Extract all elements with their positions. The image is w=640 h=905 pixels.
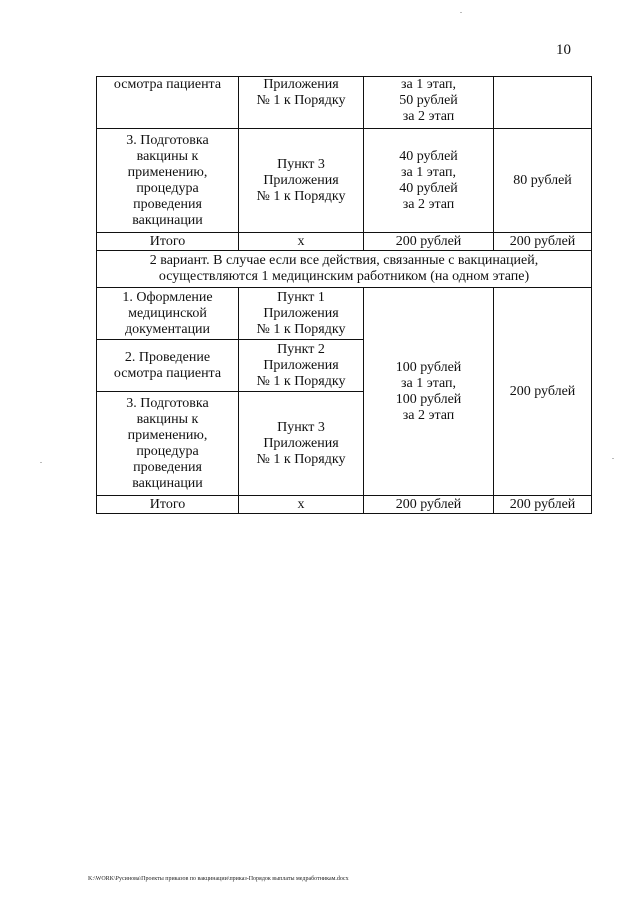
merged-amount-cell: 100 рублей за 1 этап, 100 рублей за 2 этап xyxy=(364,288,494,496)
reference-cell: Пункт 3 Приложения № 1 к Порядку xyxy=(239,129,364,233)
action-cell: 2. Проведение осмотра пациента xyxy=(97,340,239,392)
total-amount: 200 рублей xyxy=(364,496,494,514)
action-cell: 3. Подготовка вакцины к применению, процедура проведения вакцинации xyxy=(97,392,239,496)
total-cell xyxy=(494,77,592,129)
reference-cell: Пункт 3 Приложения № 1 к Порядку xyxy=(239,392,364,496)
table-row xyxy=(97,288,592,340)
action-cell: осмотра пациента xyxy=(97,77,239,129)
variant2-heading: 2 вариант. В случае если все действия, связанные с вакцинацией, осуществляются 1 медицинским работником (на одном этапе) xyxy=(97,251,592,288)
page-number: 10 xyxy=(556,42,571,58)
payment-table xyxy=(96,76,592,514)
total-label: Итого xyxy=(97,233,239,251)
action-cell: 3. Подготовка вакцины к применению, процедура проведения вакцинации xyxy=(97,129,239,233)
total-cell: 80 рублей xyxy=(494,129,592,233)
total-reference: х xyxy=(239,496,364,514)
reference-cell: Пункт 2 Приложения № 1 к Порядку xyxy=(239,340,364,392)
total-reference: х xyxy=(239,233,364,251)
reference-cell: Пункт 1 Приложения № 1 к Порядку xyxy=(239,288,364,340)
reference-cell: Приложения № 1 к Порядку xyxy=(239,77,364,129)
action-cell: 1. Оформление медицинской документации xyxy=(97,288,239,340)
file-path-footer: K:\WORK\Русинова\Проекты приказов по вакцинации\приказ-Порядок выплаты медработникам.docx xyxy=(88,876,349,882)
merged-total-cell: 200 рублей xyxy=(494,288,592,496)
table-row xyxy=(97,129,592,233)
total-amount: 200 рублей xyxy=(364,233,494,251)
total-label: Итого xyxy=(97,496,239,514)
total-row xyxy=(97,496,592,514)
table-row xyxy=(97,77,592,129)
amount-cell: за 1 этап, 50 рублей за 2 этап xyxy=(364,77,494,129)
total-sum: 200 рублей xyxy=(494,233,592,251)
total-sum: 200 рублей xyxy=(494,496,592,514)
total-row xyxy=(97,233,592,251)
amount-cell: 40 рублей за 1 этап, 40 рублей за 2 этап xyxy=(364,129,494,233)
variant-heading-row xyxy=(97,251,592,288)
